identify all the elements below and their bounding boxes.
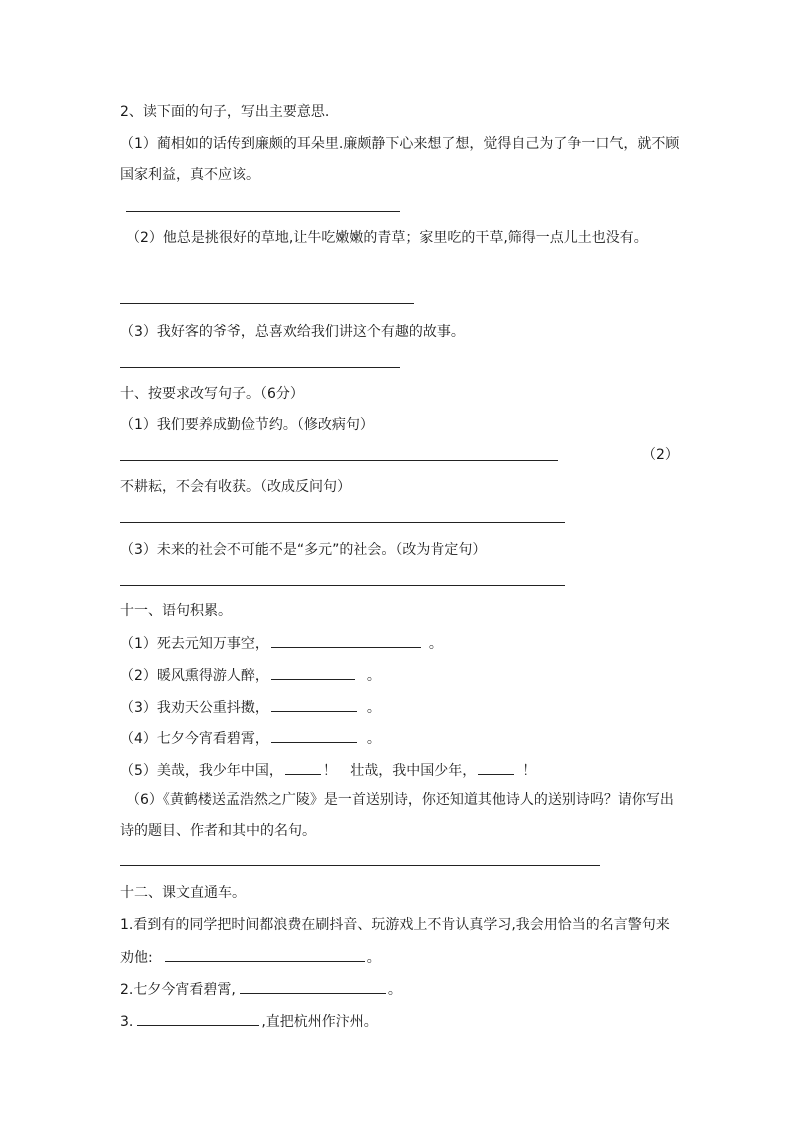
- q12-item-1-text: 劝他:: [120, 950, 153, 966]
- q11-item-3-end: 。: [366, 700, 381, 716]
- q11-item-5: [120, 760, 536, 780]
- q11-item-4: [120, 728, 381, 748]
- q11-item-5-text-a: （5）美哉，我少年中国，: [120, 763, 283, 779]
- q11-item-2: [120, 665, 381, 685]
- q12-item-2-blank[interactable]: [240, 979, 386, 994]
- q10-item-3: （3）未来的社会不可能不是“多元”的社会。（改为肯定句）: [120, 542, 487, 558]
- q11-item-6-line-2: 诗的题目、作者和其中的名句。: [120, 823, 316, 839]
- q12-item-2-text: 2.七夕今宵看碧霄,: [120, 982, 236, 998]
- q11-item-3-blank[interactable]: [271, 697, 357, 712]
- q12-item-3-end: ,直把杭州作汴州。: [261, 1014, 378, 1030]
- q12-item-1-end: 。: [366, 950, 381, 966]
- q10-item-2-number: （2）: [642, 447, 679, 463]
- q10-answer-line-2[interactable]: [120, 522, 565, 523]
- q12-item-1-blank[interactable]: [165, 947, 365, 962]
- q11-item-5-blank-1[interactable]: [285, 760, 321, 775]
- q10-item-2: 不耕耘，不会有收获。（改成反问句）: [120, 479, 351, 495]
- q2-sentence-3: （3）我好客的爷爷，总喜欢给我们讲这个有趣的故事。: [120, 324, 465, 340]
- q12-item-3: [120, 1011, 378, 1031]
- q11-item-5-blank-2[interactable]: [478, 760, 514, 775]
- q11-item-1-blank[interactable]: [271, 633, 421, 648]
- q11-item-3: [120, 697, 381, 717]
- q12-item-3-blank[interactable]: [137, 1011, 259, 1026]
- q11-item-1-text: （1）死去元知万事空，: [120, 636, 269, 652]
- q11-item-4-end: 。: [366, 731, 381, 747]
- q12-item-1-line-2: [120, 947, 381, 967]
- q2-answer-line-3[interactable]: [120, 367, 400, 368]
- q11-item-3-text: （3）我劝天公重抖擞，: [120, 700, 269, 716]
- q2-title: 2、读下面的句子，写出主要意思.: [120, 104, 330, 120]
- q12-item-2: [120, 979, 402, 999]
- q2-answer-line-2[interactable]: [120, 303, 414, 304]
- q11-item-5-end: ！: [522, 763, 537, 779]
- q11-item-2-end: 。: [366, 668, 381, 684]
- q11-item-6-answer-line[interactable]: [120, 865, 600, 866]
- q11-title: 十一、语句积累。: [120, 603, 232, 619]
- q2-answer-line-1[interactable]: [126, 211, 400, 212]
- q11-item-4-text: （4）七夕今宵看碧霄，: [120, 731, 269, 747]
- q2-sentence-1-line-1: （1）蔺相如的话传到廉颇的耳朵里.廉颇静下心来想了想，觉得自己为了争一口气，就不顾: [120, 136, 680, 152]
- q2-sentence-2: （2）他总是挑很好的草地,让牛吃嫩嫩的青草；家里吃的干草,筛得一点儿土也没有。: [126, 230, 648, 246]
- q11-item-2-text: （2）暖风熏得游人醉，: [120, 668, 269, 684]
- q11-item-2-blank[interactable]: [271, 665, 355, 680]
- q11-item-5-text-b: ！ 壮哉，我中国少年，: [322, 763, 477, 779]
- q10-title: 十、按要求改写句子。（6分）: [120, 386, 304, 402]
- q12-item-2-end: 。: [387, 982, 402, 998]
- q12-item-3-number: 3.: [120, 1014, 134, 1030]
- q11-item-6-line-1: （6）《黄鹤楼送孟浩然之广陵》是一首送别诗，你还知道其他诗人的送别诗吗？请你写出: [126, 792, 674, 808]
- q2-sentence-1-line-2: 国家利益，真不应该。: [120, 167, 260, 183]
- q10-item-1: （1）我们要养成勤俭节约。（修改病句）: [120, 417, 374, 433]
- q10-answer-line-3[interactable]: [120, 585, 565, 586]
- q10-answer-line-1[interactable]: [120, 460, 558, 461]
- q12-title: 十二、课文直通车。: [120, 885, 246, 901]
- q12-item-1-line-1: 1.看到有的同学把时间都浪费在刷抖音、玩游戏上不肯认真学习,我会用恰当的名言警句来: [120, 917, 670, 933]
- q11-item-1: [120, 633, 443, 653]
- q11-item-1-end: 。: [428, 636, 443, 652]
- q11-item-4-blank[interactable]: [271, 728, 357, 743]
